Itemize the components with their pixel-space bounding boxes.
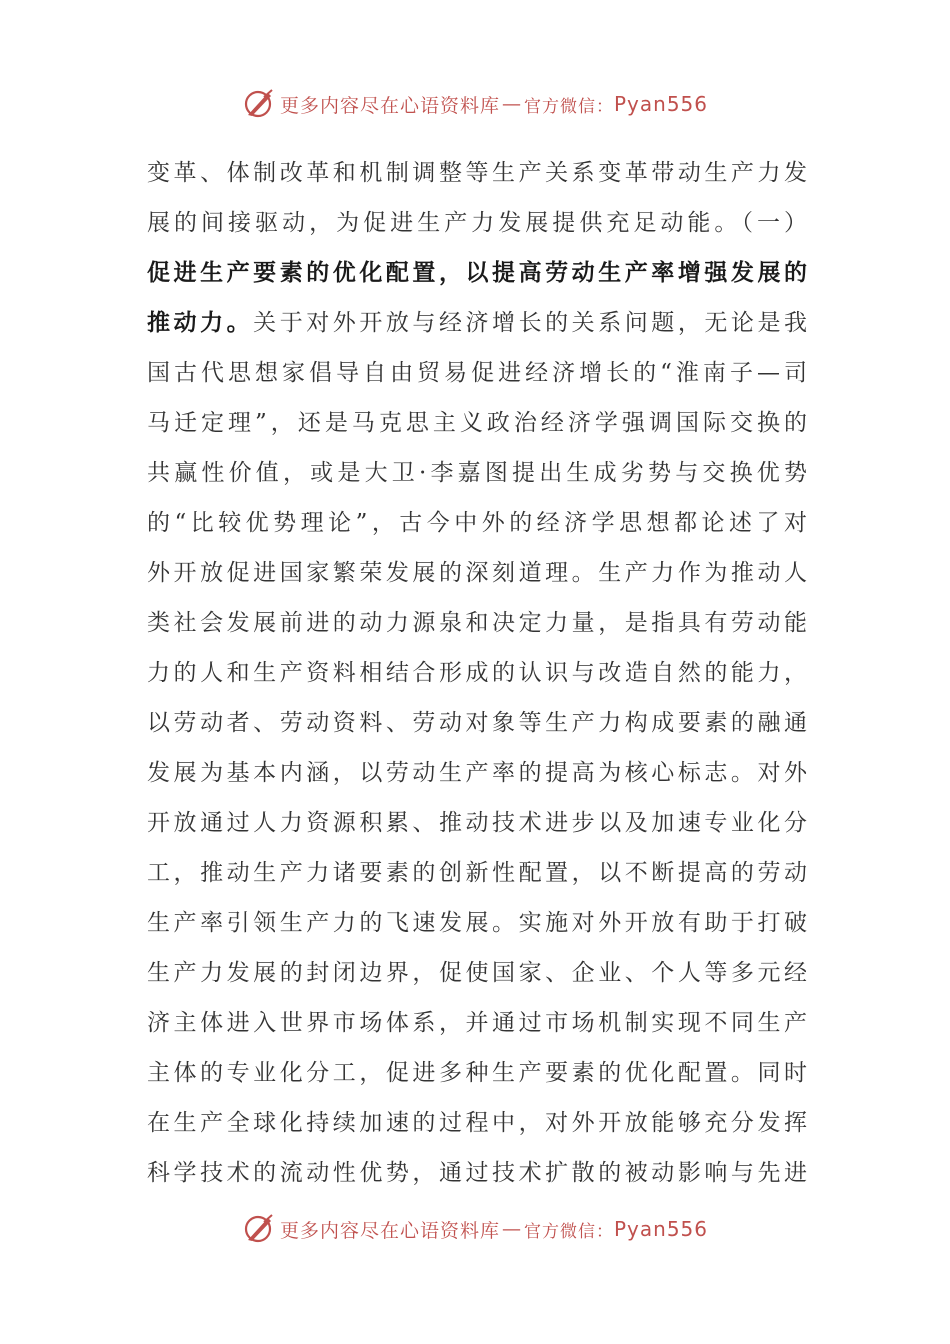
footer-banner [0,1209,950,1249]
text-line: 共赢性价值，或是大卫·李嘉图提出生成劣势与交换优势 [147,460,807,486]
text-line-bold: 促进生产要素的优化配置，以提高劳动生产率增强发展的 [147,259,807,286]
banner-dash: — [502,1218,522,1240]
banner-wechat-id: Pyan556 [614,1217,709,1241]
banner-brand: 更多内容尽在心语资料库 [279,94,500,117]
text-line: 展的间接驱动，为促进生产力发展提供充足动能。（一） [147,210,807,236]
text-line: 济主体进入世界市场体系，并通过市场机制实现不同生产 [147,1010,807,1036]
quill-logo-icon [242,1212,276,1246]
text-line: 生产率引领生产力的飞速发展。实施对外开放有助于打破 [147,910,807,936]
text-line: 在生产全球化持续加速的过程中，对外开放能够充分发挥 [147,1110,807,1136]
text-line: 工，推动生产力诸要素的创新性配置，以不断提高的劳动 [147,860,807,886]
text-line: 主体的专业化分工，促进多种生产要素的优化配置。同时 [147,1060,807,1086]
banner-wechat-id: Pyan556 [614,92,709,116]
text-line: 开放通过人力资源积累、推动技术进步以及加速专业化分 [147,810,807,836]
bold-heading-end: 推动力。 [147,309,254,336]
banner-dash: — [502,93,522,115]
document-body [147,148,807,1198]
text-line [147,298,807,348]
banner-wechat-label: 官方微信： [524,96,614,117]
quill-logo-icon [242,87,276,121]
text-line: 马迁定理”，还是马克思主义政治经济学强调国际交换的 [147,410,807,436]
banner-wechat-label: 官方微信： [524,1221,614,1242]
text-line: 类社会发展前进的动力源泉和决定力量，是指具有劳动能 [147,610,807,636]
text-run: 关于对外开放与经济增长的关系问题，无论是我 [253,310,808,336]
text-line: 生产力发展的封闭边界，促使国家、企业、个人等多元经 [147,960,807,986]
header-banner [0,84,950,124]
text-line: 科学技术的流动性优势，通过技术扩散的被动影响与先进 [147,1160,807,1186]
text-line: 外开放促进国家繁荣发展的深刻道理。生产力作为推动人 [147,560,807,586]
text-line: 发展为基本内涵，以劳动生产率的提高为核心标志。对外 [147,760,807,786]
text-line: 的“比较优势理论”，古今中外的经济学思想都论述了对 [147,510,807,536]
text-line: 力的人和生产资料相结合形成的认识与改造自然的能力， [147,660,807,686]
text-line: 以劳动者、劳动资料、劳动对象等生产力构成要素的融通 [147,710,807,736]
text-line: 变革、体制改革和机制调整等生产关系变革带动生产力发 [147,160,807,186]
banner-brand: 更多内容尽在心语资料库 [279,1219,500,1242]
text-line: 国古代思想家倡导自由贸易促进经济增长的“淮南子—司 [147,360,807,386]
